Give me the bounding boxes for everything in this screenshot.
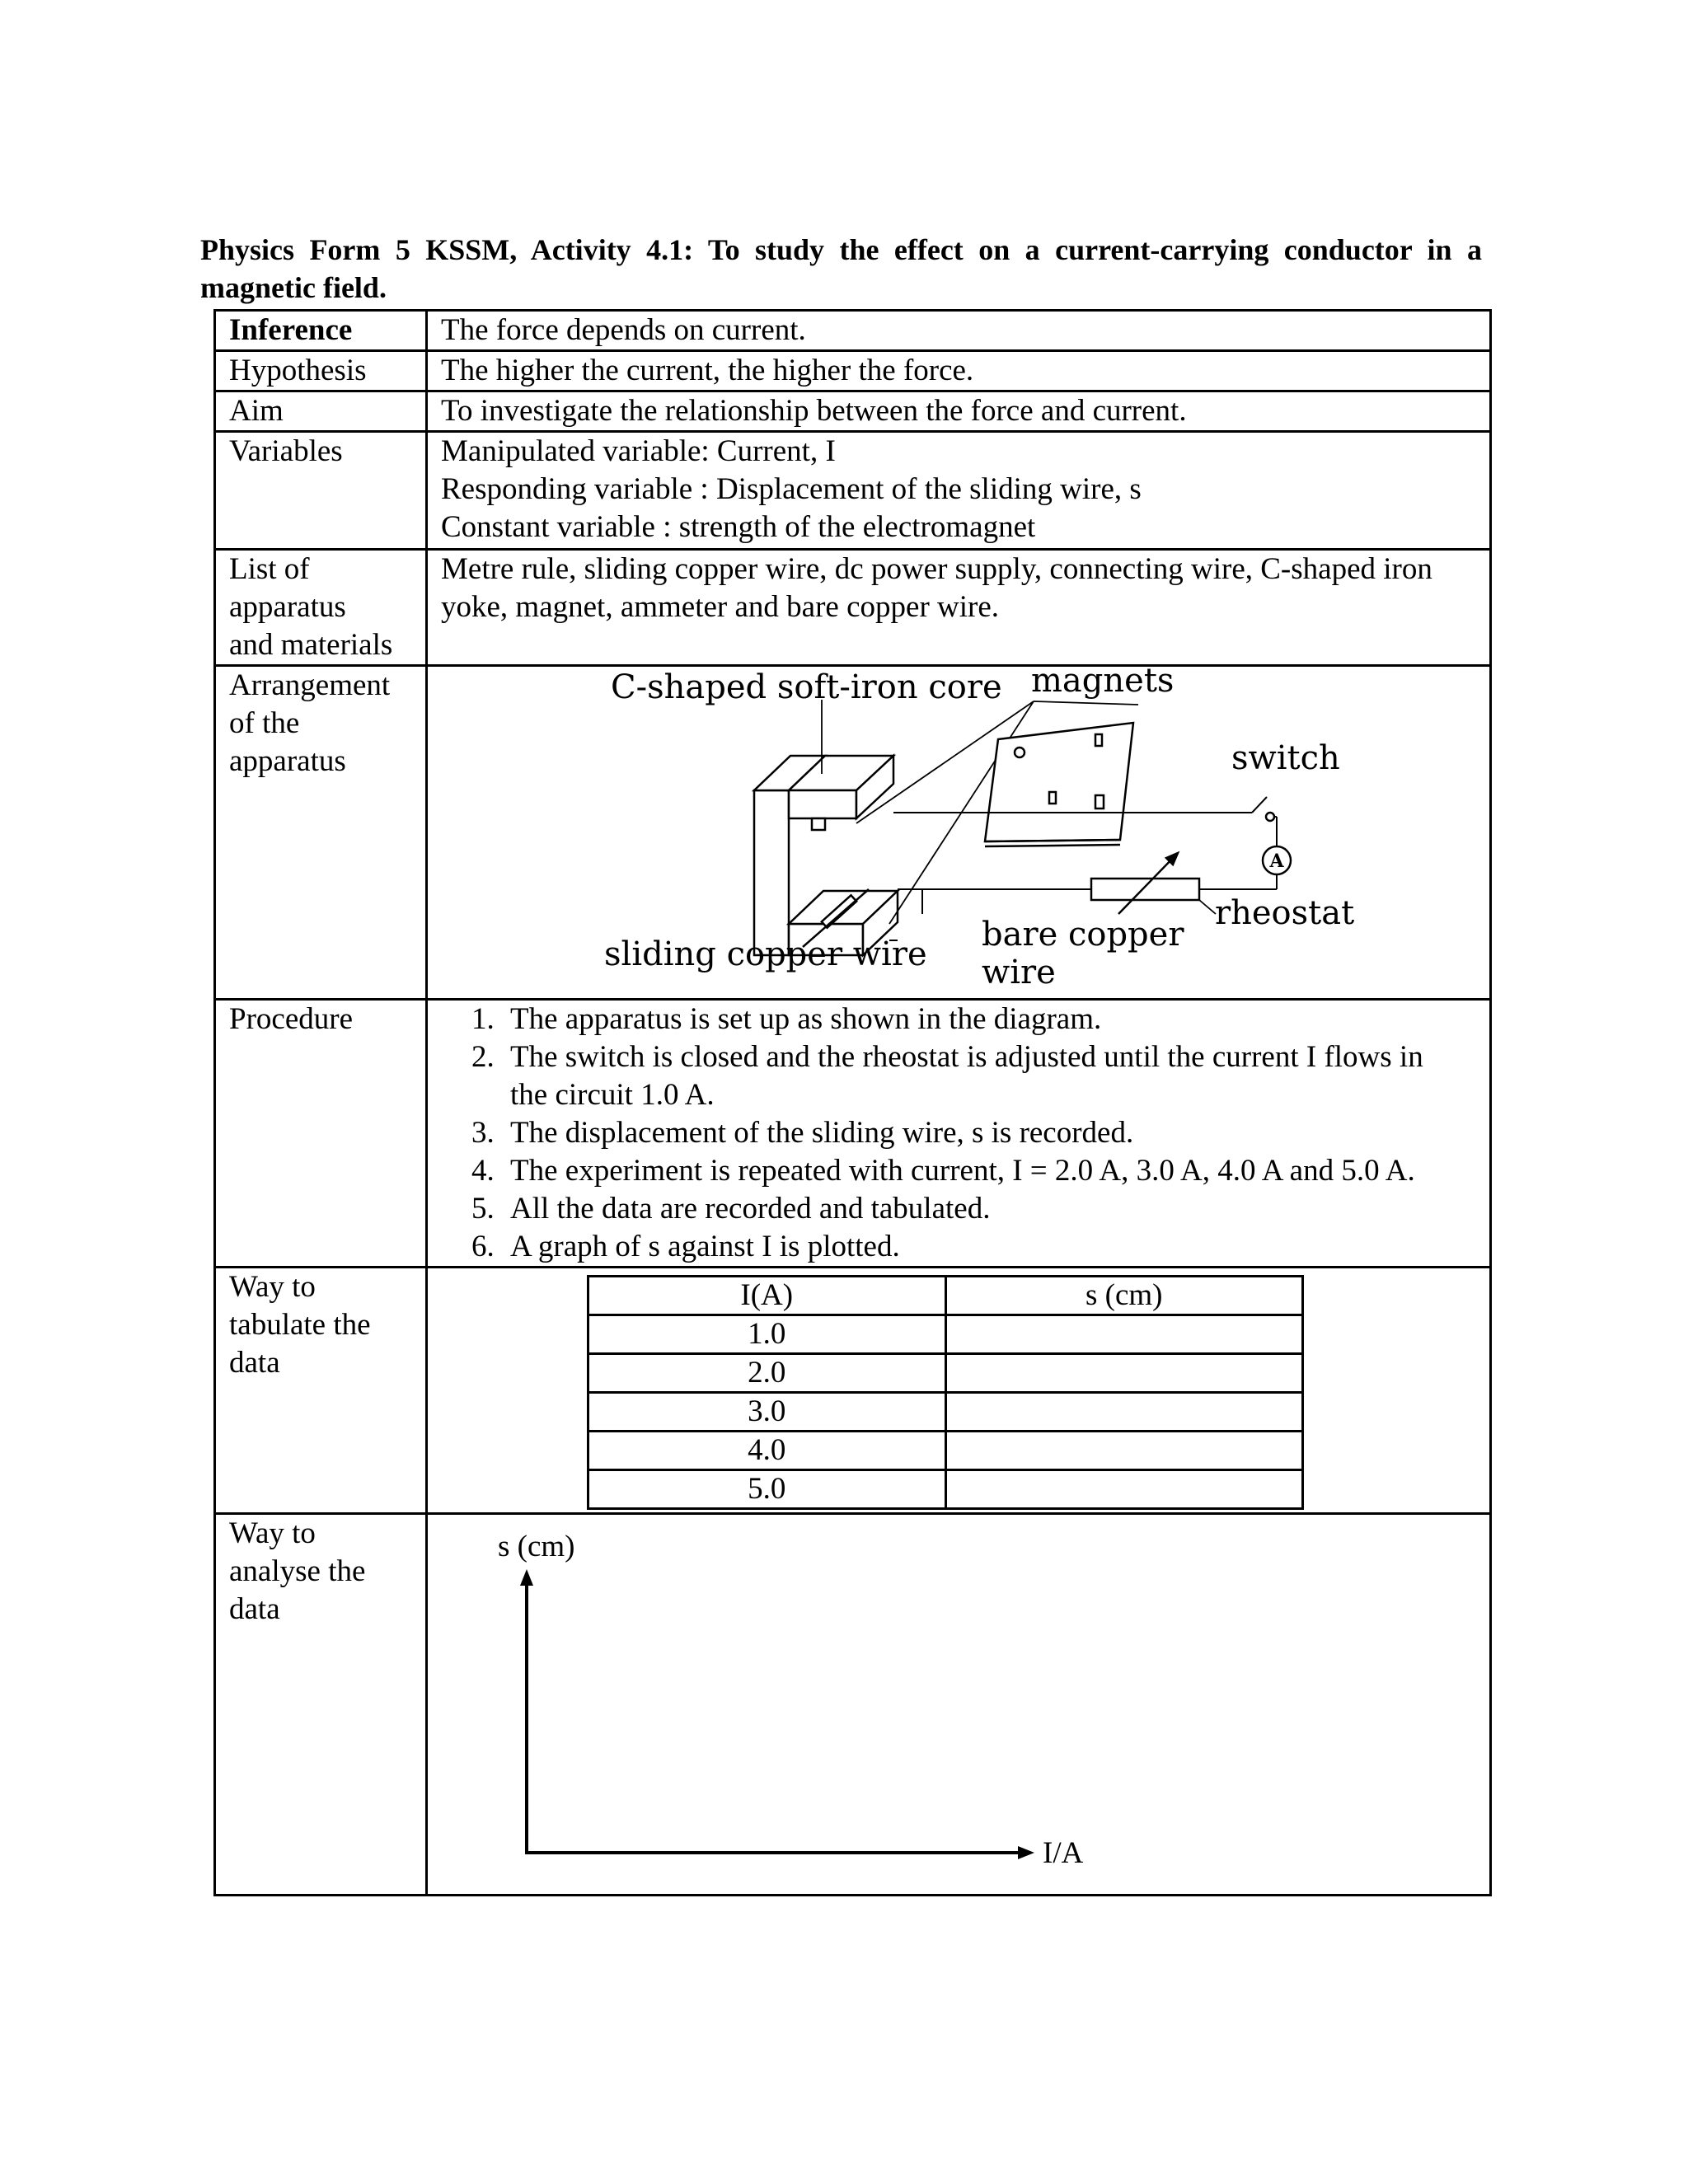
sliding-wire-label: sliding copper wire bbox=[604, 935, 927, 973]
row-procedure bbox=[215, 1000, 1491, 1268]
x-axis-arrowhead bbox=[1018, 1846, 1034, 1859]
row-variables bbox=[215, 432, 1491, 550]
row-apparatus bbox=[215, 550, 1491, 666]
y-axis-arrowhead bbox=[520, 1569, 533, 1586]
label-tabulate: Way to tabulate the data bbox=[215, 1268, 427, 1514]
row-tabulate bbox=[215, 1268, 1491, 1514]
procedure-step: 1. The apparatus is set up as shown in the diagram. bbox=[502, 1001, 1465, 1038]
bare-wire-label-1: bare copper bbox=[982, 916, 1184, 954]
apparatus-diagram-svg bbox=[428, 667, 1491, 998]
table-row: 3.0 bbox=[588, 1393, 1303, 1432]
procedure-step: 2. The switch is closed and the rheostat is adjusted until the current I flows in the circuit 1.0 A. bbox=[502, 1038, 1465, 1114]
page-title: Physics Form 5 KSSM, Activity 4.1: To study the effect on a current-carrying conductor in a magnetic field. bbox=[200, 233, 1482, 304]
svg-text:A: A bbox=[1269, 851, 1284, 872]
aim-text: To investigate the relationship between the force and current. bbox=[427, 391, 1491, 432]
apparatus-diagram bbox=[428, 667, 1489, 998]
procedure-list bbox=[441, 1001, 1465, 1266]
switch-contact bbox=[1266, 813, 1274, 821]
label-apparatus: List of apparatus and materials bbox=[215, 550, 427, 666]
procedure-step: 3. The displacement of the sliding wire, s is recorded. bbox=[502, 1114, 1465, 1152]
label-hypothesis: Hypothesis bbox=[215, 351, 427, 391]
inference-text: The force depends on current. bbox=[427, 311, 1491, 351]
tabulate-cell bbox=[427, 1268, 1491, 1514]
hypothesis-text: The higher the current, the higher the force. bbox=[427, 351, 1491, 391]
row-analyse bbox=[215, 1514, 1491, 1896]
analyse-cell bbox=[427, 1514, 1491, 1896]
switch-label: switch bbox=[1231, 739, 1340, 777]
row-arrangement bbox=[215, 666, 1491, 1000]
header-current: I(A) bbox=[588, 1277, 946, 1315]
label-inference: Inference bbox=[215, 311, 427, 351]
graph-axes bbox=[428, 1515, 1491, 1894]
table-row: 1.0 bbox=[588, 1315, 1303, 1354]
manipulated-variable: Manipulated variable: Current, I bbox=[441, 434, 836, 468]
table-row: 2.0 bbox=[588, 1354, 1303, 1393]
table-row: 5.0 bbox=[588, 1470, 1303, 1509]
arrangement-cell bbox=[427, 666, 1491, 1000]
apparatus-text: Metre rule, sliding copper wire, dc power supply, connecting wire, C-shaped iron yoke, magnet, ammeter and bare copper wire. bbox=[427, 550, 1491, 666]
constant-variable: Constant variable : strength of the electromagnet bbox=[441, 510, 1036, 544]
variables-cell bbox=[427, 432, 1491, 550]
core-label: C-shaped soft-iron core bbox=[611, 668, 1002, 706]
row-aim bbox=[215, 391, 1491, 432]
responding-variable: Responding variable : Displacement of the sliding wire, s bbox=[441, 472, 1142, 506]
procedure-step: 5. All the data are recorded and tabulated. bbox=[502, 1190, 1465, 1228]
x-axis-label: I/A bbox=[1043, 1836, 1084, 1870]
y-axis-label: s (cm) bbox=[498, 1530, 575, 1563]
label-variables: Variables bbox=[215, 432, 427, 550]
table-row: 4.0 bbox=[588, 1432, 1303, 1470]
label-arrangement: Arrangement of the apparatus bbox=[215, 666, 427, 1000]
data-table bbox=[587, 1275, 1304, 1510]
row-hypothesis bbox=[215, 351, 1491, 391]
label-aim: Aim bbox=[215, 391, 427, 432]
bare-wire-label-2: wire bbox=[982, 954, 1056, 991]
magnets-label: magnets bbox=[1031, 667, 1175, 700]
activity-table bbox=[213, 309, 1492, 1896]
rheostat-label: rheostat bbox=[1215, 894, 1355, 932]
procedure-cell bbox=[427, 1000, 1491, 1268]
label-analyse: Way to analyse the data bbox=[215, 1514, 427, 1896]
row-inference bbox=[215, 311, 1491, 351]
data-table-header bbox=[588, 1277, 1303, 1315]
ammeter bbox=[1263, 846, 1291, 874]
rheostat-pointer bbox=[1199, 900, 1216, 914]
procedure-step: 6. A graph of s against I is plotted. bbox=[502, 1228, 1465, 1266]
header-displacement: s (cm) bbox=[945, 1277, 1303, 1315]
magnet-board bbox=[985, 723, 1133, 846]
procedure-step: 4. The experiment is repeated with current, I = 2.0 A, 3.0 A, 4.0 A and 5.0 A. bbox=[502, 1152, 1465, 1190]
label-procedure: Procedure bbox=[215, 1000, 427, 1268]
rheostat bbox=[1091, 853, 1199, 914]
diagram-labels bbox=[604, 667, 1354, 991]
